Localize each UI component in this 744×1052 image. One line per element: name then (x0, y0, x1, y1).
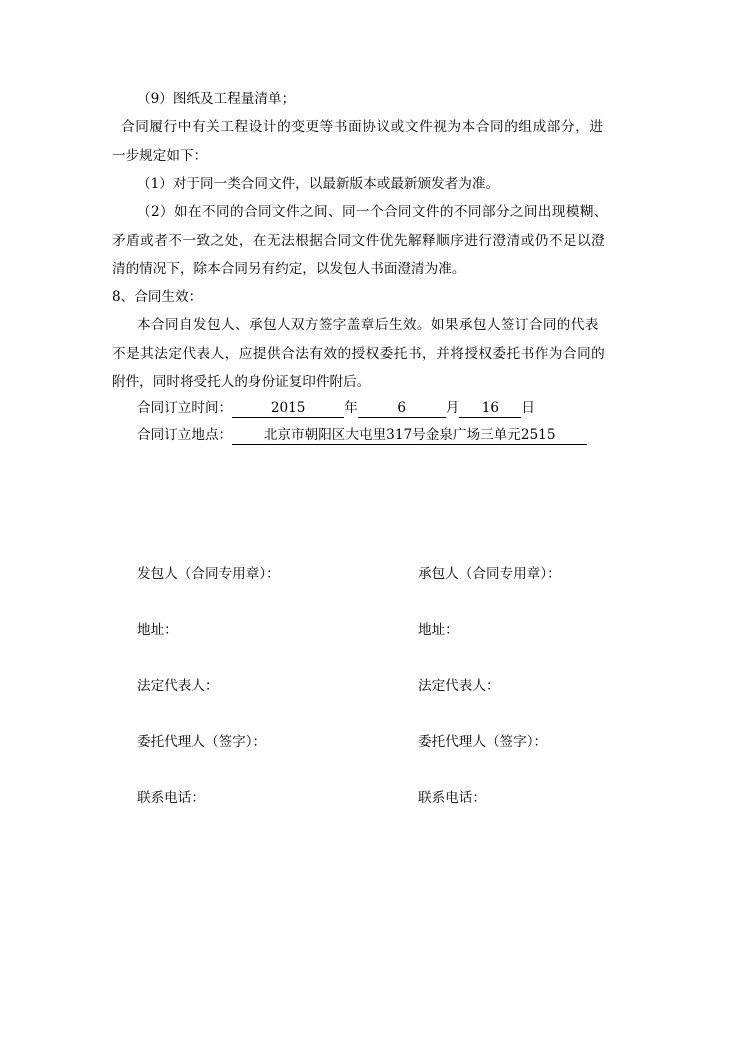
paragraph-design-changes-1: 合同履行中有关工程设计的变更等书面协议或文件视为本合同的组成部分，进 (121, 119, 604, 135)
employer-agent-label: 委托代理人（签字）： (137, 734, 267, 750)
signing-day-value: 16 (459, 402, 521, 418)
employer-phone-label: 联系电话： (137, 790, 205, 806)
employer-legal-rep-label: 法定代表人： (137, 678, 219, 694)
signing-year-unit: 年 (344, 400, 358, 416)
clause-ambiguity-3: 清的情况下，除本合同另有约定，以发包人书面澄清为准。 (112, 261, 466, 277)
contractor-seal-label: 承包人（合同专用章）： (418, 566, 561, 582)
paragraph-effectiveness-1: 本合同自发包人、承包人双方签字盖章后生效。如果承包人签订合同的代表 (137, 317, 599, 333)
paragraph-effectiveness-2: 不是其法定代表人，应提供合法有效的授权委托书，并将授权委托书作为合同的 (112, 346, 606, 362)
signing-year-value: 2015 (232, 402, 344, 418)
employer-address-label: 地址： (137, 622, 178, 638)
signing-date-label: 合同订立时间： (137, 400, 233, 416)
section-heading-effectiveness: 8、合同生效： (112, 289, 203, 305)
signing-day-unit: 日 (521, 400, 535, 416)
paragraph-design-changes-2: 一步规定如下： (112, 148, 208, 164)
signing-place-value: 北京市朝阳区大屯里317号金泉广场三单元2515 (232, 429, 587, 445)
signing-month-value: 6 (358, 402, 446, 418)
signing-month-unit: 月 (445, 400, 460, 416)
clause-drawings: （9）图纸及工程量清单； (137, 91, 296, 107)
clause-ambiguity-2: 矛盾或者不一致之处，在无法根据合同文件优先解释顺序进行澄清或仍不足以澄 (112, 233, 606, 249)
employer-seal-label: 发包人（合同专用章）： (137, 566, 280, 582)
signing-place-row (137, 429, 587, 445)
signing-date-row (137, 402, 535, 418)
clause-ambiguity-1: （2）如在不同的合同文件之间、同一个合同文件的不同部分之间出现模糊、 (137, 204, 608, 220)
paragraph-effectiveness-3: 附件，同时将受托人的身份证复印件附后。 (112, 374, 371, 390)
signing-place-label: 合同订立地点： (137, 427, 233, 443)
contractor-phone-label: 联系电话： (418, 790, 486, 806)
clause-latest-version: （1）对于同一类合同文件，以最新版本或最新颁发者为准。 (137, 176, 500, 192)
contractor-legal-rep-label: 法定代表人： (418, 678, 500, 694)
contractor-agent-label: 委托代理人（签字）： (418, 734, 548, 750)
contractor-address-label: 地址： (418, 622, 459, 638)
